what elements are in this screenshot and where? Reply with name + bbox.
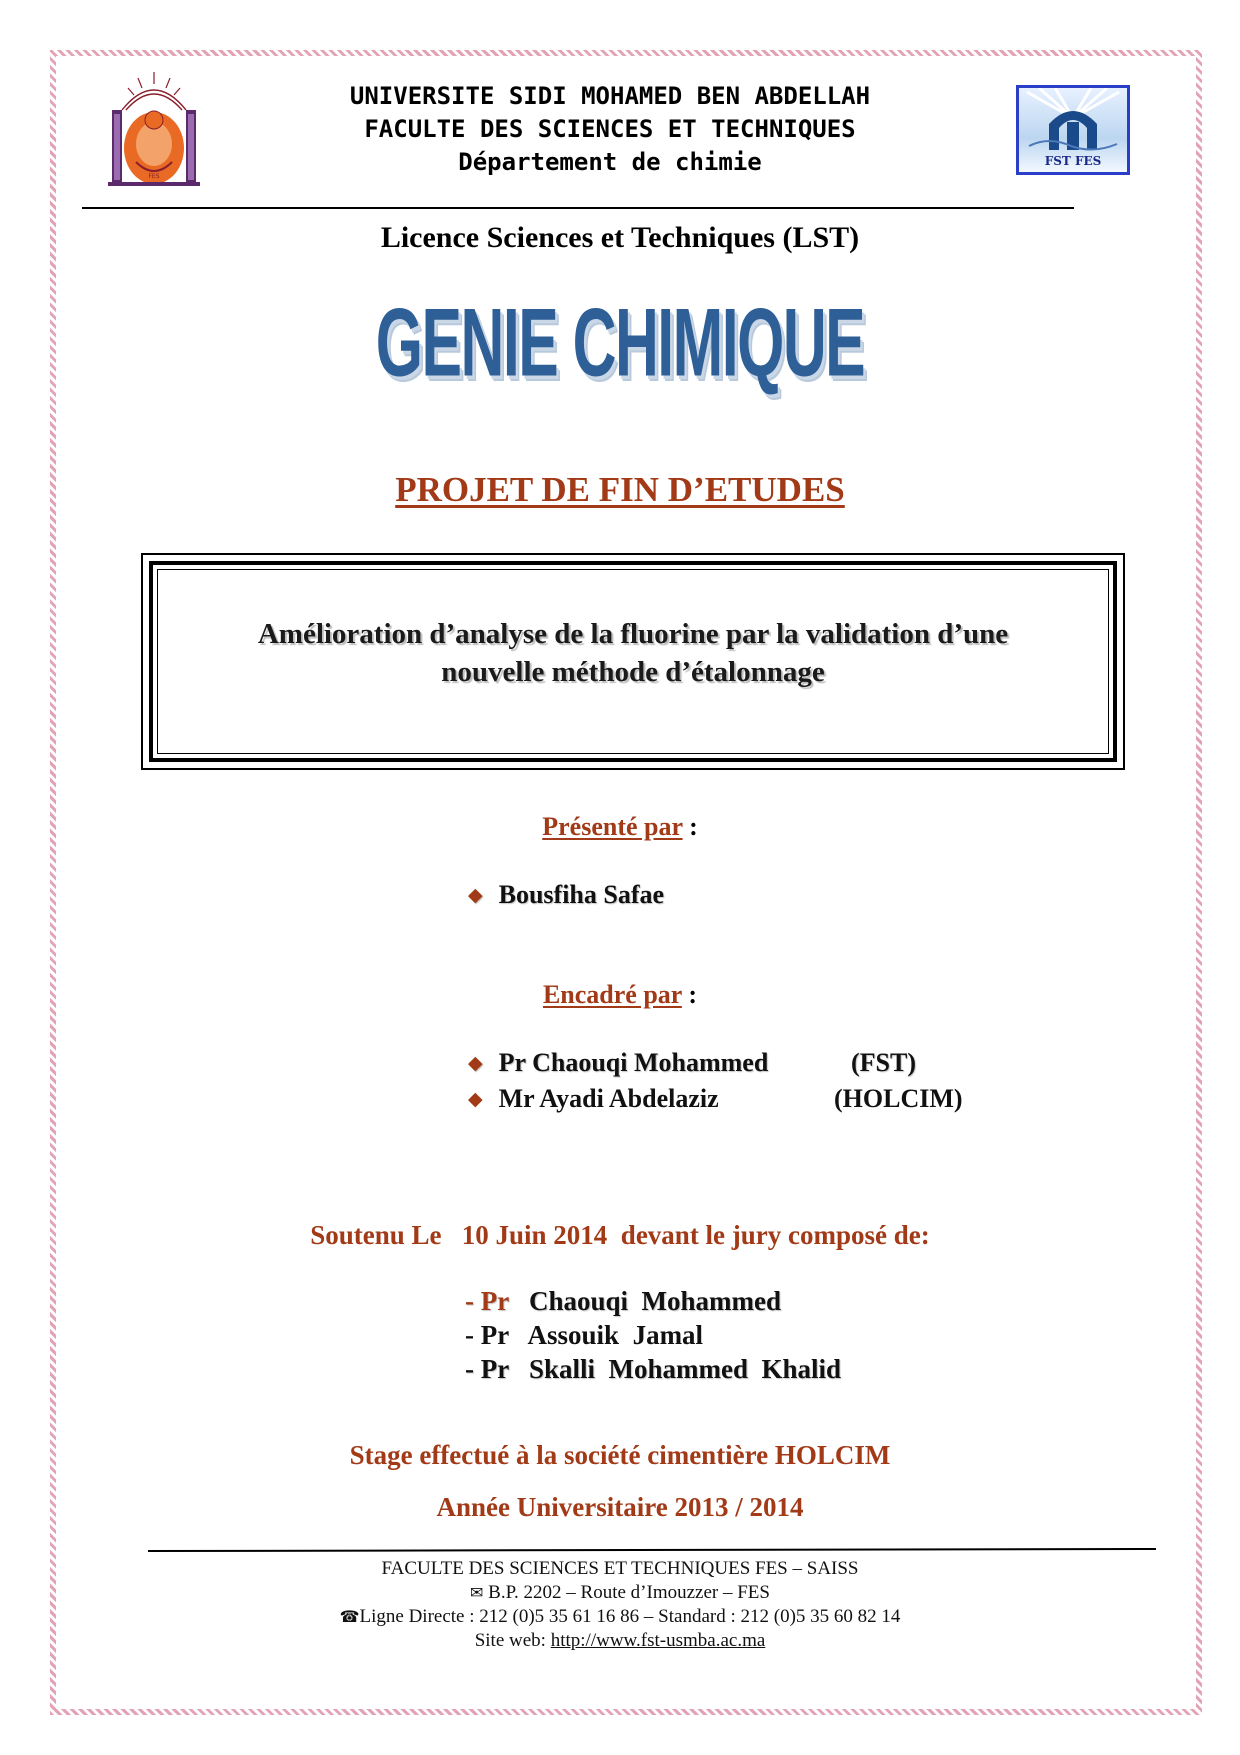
internship-statement: Stage effectué à la société cimentière HOLCIM	[349, 1440, 891, 1470]
diamond-bullet-icon: ◆	[468, 884, 483, 906]
student-item	[468, 880, 664, 910]
fst-fes-logo	[1016, 85, 1130, 175]
jury-member: - Pr Chaouqi Mohammed	[465, 1286, 782, 1316]
envelope-icon: ✉	[470, 1583, 484, 1602]
supervisor-affiliation: (HOLCIM)	[834, 1084, 963, 1113]
fst-emblem-icon	[1019, 88, 1127, 154]
header-divider	[82, 207, 1074, 209]
website-link[interactable]: http://www.fst-usmba.ac.ma	[550, 1630, 766, 1651]
jury-member: - Pr Skalli Mohammed Khalid	[465, 1354, 842, 1384]
jury-member: - Pr Assouik Jamal	[465, 1320, 704, 1350]
thesis-title	[258, 615, 1008, 709]
presented-by-label: Présenté par :	[542, 812, 698, 841]
department-name: Département de chimie	[458, 148, 762, 176]
student-name: Bousfiha Safae	[498, 880, 665, 909]
supervisor-name: Pr Chaouqi Mohammed	[498, 1048, 769, 1077]
university-name: UNIVERSITE SIDI MOHAMED BEN ABDELLAH	[349, 82, 871, 110]
institution-header	[230, 80, 990, 179]
footer-phone: ☎Ligne Directe : 212 (0)5 35 61 16 86 – Standard : 212 (0)5 35 60 82 14	[339, 1606, 901, 1627]
program-title-text: GENIE CHIMIQUE	[375, 289, 865, 397]
supervisor-affiliation: (FST)	[851, 1048, 916, 1077]
thesis-title-line-2: nouvelle méthode d’étalonnage	[441, 655, 825, 688]
defense-date-statement: Soutenu Le 10 Juin 2014 devant le jury composé de:	[310, 1220, 930, 1250]
emblem-caption: FES	[148, 173, 160, 180]
program-title	[0, 288, 1240, 397]
diamond-bullet-icon: ◆	[468, 1052, 483, 1074]
footer-postal: ✉ B.P. 2202 – Route d’Imouzzer – FES	[470, 1582, 770, 1603]
diamond-bullet-icon: ◆	[468, 1088, 483, 1110]
university-emblem-logo	[108, 70, 200, 188]
licence-title: Licence Sciences et Techniques (LST)	[380, 221, 860, 254]
supervisor-item	[468, 1084, 719, 1114]
footer-website: Site web: http://www.fst-usmba.ac.ma	[474, 1630, 766, 1651]
supervisor-name: Mr Ayadi Abdelaziz	[498, 1084, 719, 1113]
faculty-name: FACULTE DES SCIENCES ET TECHNIQUES	[364, 115, 856, 143]
footer-faculty: FACULTE DES SCIENCES ET TECHNIQUES FES – SAISS	[381, 1558, 859, 1579]
supervisor-item	[468, 1048, 768, 1078]
footer-address	[0, 1557, 1240, 1653]
academic-year: Année Universitaire 2013 / 2014	[436, 1492, 804, 1522]
supervised-by-label: Encadré par :	[542, 980, 698, 1009]
thesis-title-box	[141, 553, 1125, 770]
thesis-title-line-1: Amélioration d’analyse de la fluorine par la validation d’une	[257, 617, 1009, 650]
telephone-icon: ☎	[339, 1607, 360, 1626]
fst-fes-label: FST FES	[1044, 154, 1102, 168]
project-heading: PROJET DE FIN D’ETUDES	[395, 470, 845, 509]
